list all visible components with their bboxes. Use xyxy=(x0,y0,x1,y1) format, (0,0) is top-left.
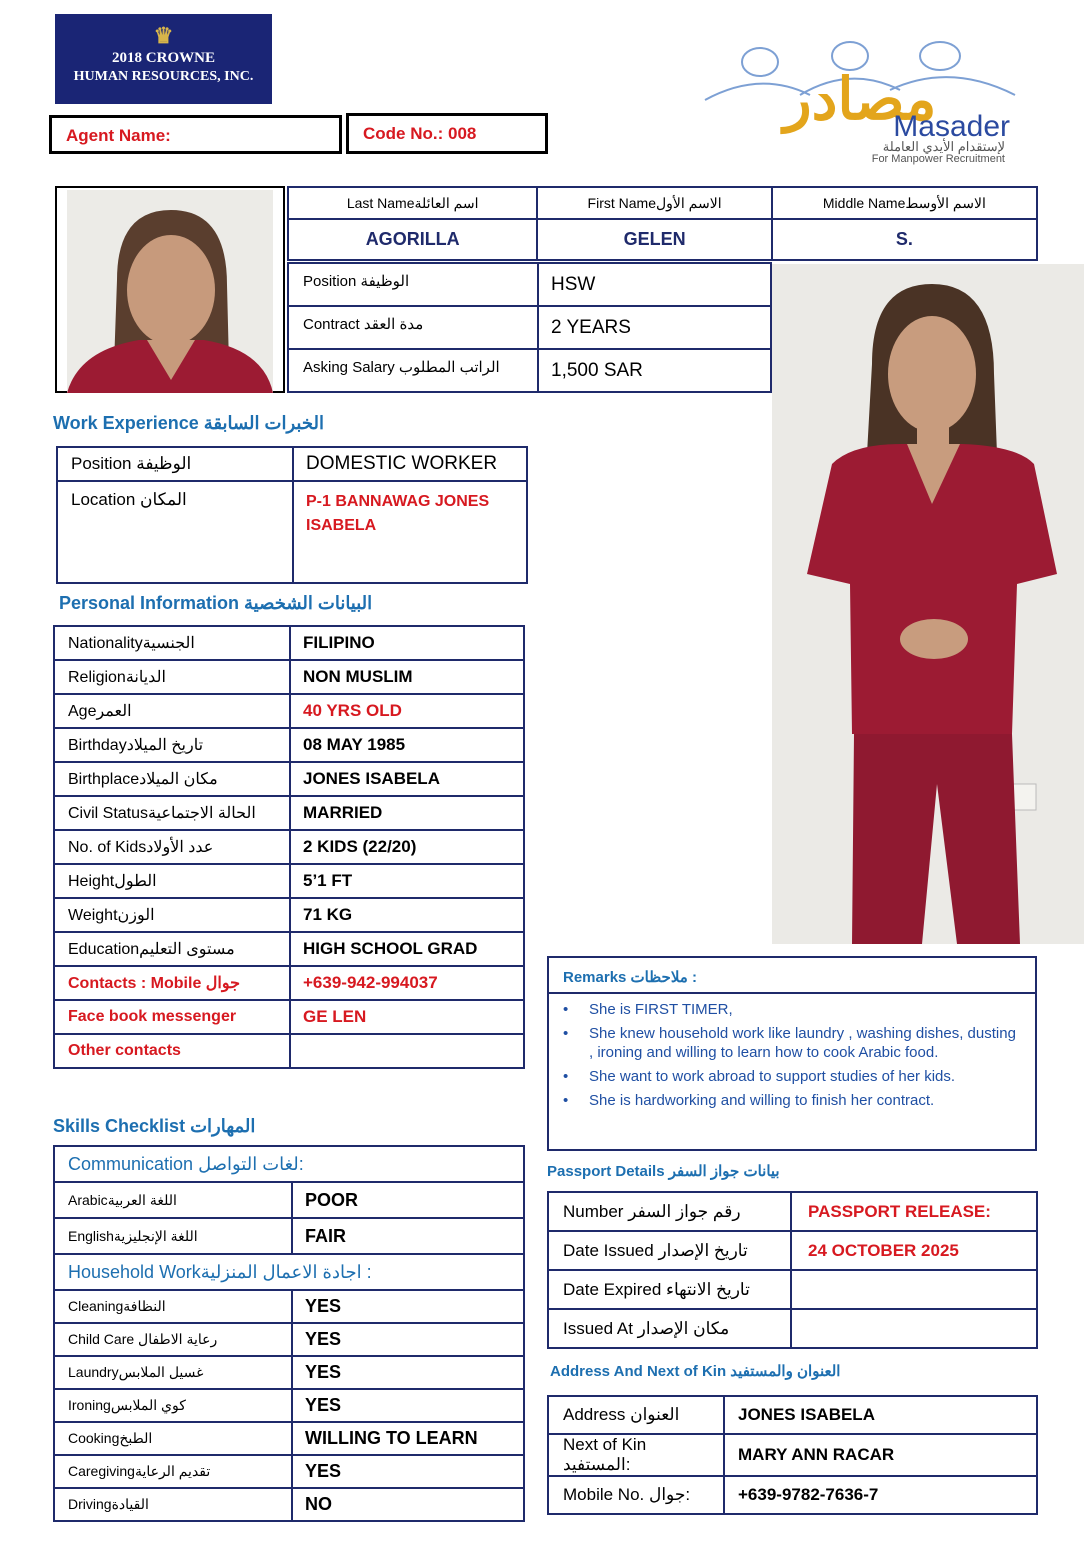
work-experience-table xyxy=(56,446,528,584)
skill-row xyxy=(54,1422,524,1455)
personal-label: Educationمستوى التعليم xyxy=(54,932,290,966)
portrait-photo xyxy=(55,186,285,393)
last-name-header: Last Nameاسم العائلة xyxy=(288,187,537,219)
code-no-label: Code No.: 008 xyxy=(363,124,477,143)
we-location-label: Location المكان xyxy=(57,481,293,583)
crown-icon: ♛ xyxy=(153,23,174,48)
job-table xyxy=(287,262,772,393)
agent-name-box xyxy=(49,115,342,154)
personal-value: +639-942-994037 xyxy=(290,966,524,1000)
household-title-row xyxy=(54,1254,524,1290)
skills-title: Skills Checklist المهارات xyxy=(53,1116,256,1136)
job-value: 1,500 SAR xyxy=(538,349,771,392)
full-body-figure xyxy=(772,264,1084,944)
skill-label: Child Care رعاية الاطفال xyxy=(54,1323,292,1356)
passport-label: Date Expired تاريخ الانتهاء xyxy=(548,1270,791,1309)
passport-label: Date Issued تاريخ الإصدار xyxy=(548,1231,791,1270)
skill-label: Caregivingتقديم الرعاية xyxy=(54,1455,292,1488)
personal-value: 08 MAY 1985 xyxy=(290,728,524,762)
remark-item xyxy=(563,1024,1035,1062)
masader-tag-ar: لإستقدام الأيدي العاملة xyxy=(882,139,1005,154)
remark-item xyxy=(563,1067,1035,1086)
personal-row xyxy=(54,796,524,830)
personal-label: Face book messenger xyxy=(54,1000,290,1034)
skill-value: NO xyxy=(292,1488,524,1521)
full-body-photo xyxy=(772,264,1084,944)
passport-label: Number رقم جواز السفر xyxy=(548,1192,791,1231)
skill-value: YES xyxy=(292,1290,524,1323)
bullet-icon: • xyxy=(563,1068,569,1085)
work-experience-title: Work Experience الخبرات السابقة xyxy=(53,413,324,433)
personal-value: MARRIED xyxy=(290,796,524,830)
personal-info-title: Personal Information البيانات الشخصية xyxy=(59,593,373,613)
address-title: Address And Next of Kin العنوان والمستفيد xyxy=(550,1363,841,1380)
personal-label: Contacts : Mobile جوال xyxy=(54,966,290,1000)
personal-row xyxy=(54,830,524,864)
skill-label: Englishاللغة الإنجليزية xyxy=(54,1218,292,1254)
portrait-figure xyxy=(59,190,285,393)
personal-value: FILIPINO xyxy=(290,626,524,660)
personal-label: Civil Statusالحالة الاجتماعية xyxy=(54,796,290,830)
remarks-header xyxy=(549,958,1035,994)
personal-value: 71 KG xyxy=(290,898,524,932)
address-label: Mobile No. جوال: xyxy=(548,1476,724,1514)
masader-latin: Masader xyxy=(893,110,1010,143)
skill-value: YES xyxy=(292,1389,524,1422)
passport-value xyxy=(791,1270,1037,1309)
skill-row xyxy=(54,1488,524,1521)
remark-item xyxy=(563,1000,1035,1019)
personal-row xyxy=(54,932,524,966)
first-name-value: GELEN xyxy=(537,219,771,260)
personal-row xyxy=(54,626,524,660)
skill-value: WILLING TO LEARN xyxy=(292,1422,524,1455)
personal-row xyxy=(54,1034,524,1068)
skill-value: YES xyxy=(292,1455,524,1488)
personal-label: Nationalityالجنسية xyxy=(54,626,290,660)
skill-label: Cookingالطبخ xyxy=(54,1422,292,1455)
personal-label: Other contacts xyxy=(54,1034,290,1068)
skill-label: Drivingالقيادة xyxy=(54,1488,292,1521)
communication-title: Communication لغات التواصل: xyxy=(54,1146,524,1182)
personal-label: Weightالوزن xyxy=(54,898,290,932)
skill-label: Cleaningالنظافة xyxy=(54,1290,292,1323)
remark-text: She is FIRST TIMER, xyxy=(589,1001,733,1018)
address-row xyxy=(548,1396,1037,1434)
skill-value: YES xyxy=(292,1356,524,1389)
personal-label: Ageالعمر xyxy=(54,694,290,728)
skills-table xyxy=(53,1145,525,1522)
personal-value: HIGH SCHOOL GRAD xyxy=(290,932,524,966)
job-label: Contract مدة العقد xyxy=(288,306,538,349)
code-no-box xyxy=(346,113,548,154)
skill-value: YES xyxy=(292,1323,524,1356)
job-row-salary xyxy=(288,349,771,392)
address-label: Next of Kin المستفيد: xyxy=(548,1434,724,1476)
masader-logo xyxy=(690,40,1030,165)
name-table xyxy=(287,186,1038,261)
skill-row xyxy=(54,1323,524,1356)
job-label: Asking Salary الراتب المطلوب xyxy=(288,349,538,392)
masader-tag-en: For Manpower Recruitment xyxy=(871,153,1005,165)
personal-value: GE LEN xyxy=(290,1000,524,1034)
personal-label: Birthplaceمكان الميلاد xyxy=(54,762,290,796)
remarks-box xyxy=(547,956,1037,1151)
personal-label: Religionالديانة xyxy=(54,660,290,694)
personal-value: NON MUSLIM xyxy=(290,660,524,694)
address-value: MARY ANN RACAR xyxy=(724,1434,1037,1476)
crowne-logo-line2: HUMAN RESOURCES, INC. xyxy=(73,69,254,84)
personal-row xyxy=(54,898,524,932)
communication-title-row xyxy=(54,1146,524,1182)
personal-row xyxy=(54,1000,524,1034)
passport-value: 24 OCTOBER 2025 xyxy=(791,1231,1037,1270)
remarks-list xyxy=(549,1000,1035,1110)
personal-label: Birthdayتاريخ الميلاد xyxy=(54,728,290,762)
address-label: Address العنوان xyxy=(548,1396,724,1434)
agent-name-label: Agent Name: xyxy=(66,126,171,145)
skill-value: FAIR xyxy=(292,1218,524,1254)
personal-row xyxy=(54,728,524,762)
passport-value xyxy=(791,1309,1037,1348)
personal-value xyxy=(290,1034,524,1068)
passport-title: Passport Details بيانات جواز السفر xyxy=(547,1163,780,1180)
passport-value: PASSPORT RELEASE: xyxy=(791,1192,1037,1231)
remark-text: She is hardworking and willing to finish her contract. xyxy=(589,1092,935,1109)
address-row xyxy=(548,1434,1037,1476)
skill-row xyxy=(54,1182,524,1218)
we-position-value: DOMESTIC WORKER xyxy=(293,447,527,481)
address-value: JONES ISABELA xyxy=(724,1396,1037,1434)
masader-arabic: مصادر xyxy=(783,67,937,132)
personal-row xyxy=(54,864,524,898)
first-name-header: First Nameالاسم الأول xyxy=(537,187,771,219)
passport-row xyxy=(548,1309,1037,1348)
skill-label: Ironingكوي الملابس xyxy=(54,1389,292,1422)
middle-name-value: S. xyxy=(772,219,1037,260)
job-label: Position الوظيفة xyxy=(288,263,538,306)
personal-row xyxy=(54,694,524,728)
personal-value: 2 KIDS (22/20) xyxy=(290,830,524,864)
address-table xyxy=(547,1395,1038,1515)
personal-value: 40 YRS OLD xyxy=(290,694,524,728)
personal-info-table xyxy=(53,625,525,1069)
skill-label: Laundryغسيل الملابس xyxy=(54,1356,292,1389)
skill-label: Arabicاللغة العربية xyxy=(54,1182,292,1218)
middle-name-header: Middle Nameالاسم الأوسط xyxy=(772,187,1037,219)
passport-label: Issued At مكان الإصدار xyxy=(548,1309,791,1348)
crowne-logo-line1: 2018 CROWNE xyxy=(112,50,215,66)
personal-value: 5’1 FT xyxy=(290,864,524,898)
bullet-icon: • xyxy=(563,1001,569,1018)
job-row-position xyxy=(288,263,771,306)
skill-row xyxy=(54,1356,524,1389)
we-location-value: P-1 BANNAWAG JONES ISABELA xyxy=(293,481,527,583)
personal-label: Heightالطول xyxy=(54,864,290,898)
skill-row xyxy=(54,1389,524,1422)
personal-row xyxy=(54,762,524,796)
personal-row xyxy=(54,966,524,1000)
crowne-logo xyxy=(55,14,272,104)
passport-row xyxy=(548,1270,1037,1309)
skill-row xyxy=(54,1290,524,1323)
personal-row xyxy=(54,660,524,694)
address-row xyxy=(548,1476,1037,1514)
remark-item xyxy=(563,1091,1035,1110)
remarks-title: Remarks ملاحظات : xyxy=(563,969,697,986)
skill-row xyxy=(54,1218,524,1254)
we-position-label: Position الوظيفة xyxy=(57,447,293,481)
personal-label: No. of Kidsعدد الأولاد xyxy=(54,830,290,864)
remark-text: She want to work abroad to support studies of her kids. xyxy=(589,1068,956,1085)
bullet-icon: • xyxy=(563,1092,569,1109)
passport-table xyxy=(547,1191,1038,1349)
address-value: +639-9782-7636-7 xyxy=(724,1476,1037,1514)
job-value: HSW xyxy=(538,263,771,306)
last-name-value: AGORILLA xyxy=(288,219,537,260)
personal-value: JONES ISABELA xyxy=(290,762,524,796)
household-title: Household Workاجادة الاعمال المنزلية : xyxy=(54,1254,524,1290)
bullet-icon: • xyxy=(563,1025,569,1042)
skill-row xyxy=(54,1455,524,1488)
remark-text: She knew household work like laundry , washing dishes, dusting , ironing and willing to learn how to cook Arabic food. xyxy=(589,1025,1016,1061)
job-row-contract xyxy=(288,306,771,349)
passport-row xyxy=(548,1231,1037,1270)
job-value: 2 YEARS xyxy=(538,306,771,349)
passport-row xyxy=(548,1192,1037,1231)
skill-value: POOR xyxy=(292,1182,524,1218)
